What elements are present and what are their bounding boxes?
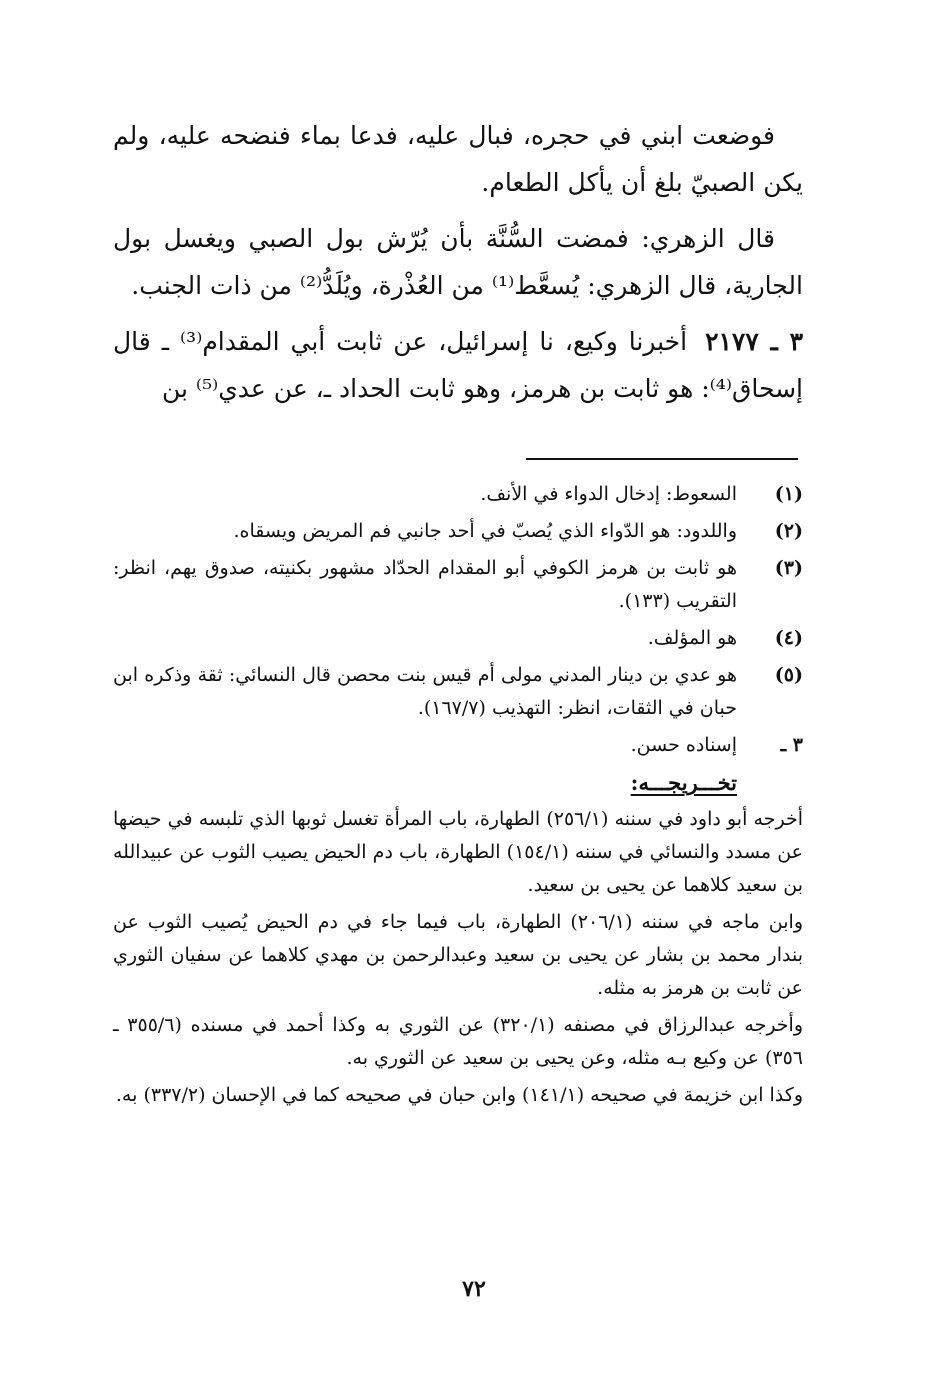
takhrij-title: تخـــريجـــه [638, 770, 737, 795]
footnote [113, 729, 803, 762]
page-number: ٧٢ [462, 1276, 486, 1302]
main-paragraph-2: قال الزهري: فمضت السُّنَّة بأن يُرّش بول الصبي ويغسل بول الجارية، قال الزهري: يُسعَّط⁽¹⁾ من العُذْرة، ويُلَدُّ⁽²⁾ من ذات الجنب. [113, 224, 803, 300]
footnote-number: (٤) [774, 627, 803, 649]
footnote-text: هو المؤلف. [647, 627, 737, 649]
takhrij-paragraph: وأخرجه عبدالرزاق في مصنفه (٣٢٠/١) عن الثوري به وكذا أحمد في مسنده (٣٥٥/٦ ـ ٣٥٦) عن وكيع بـه مثله، وعن يحيى بن سعيد عن الثوري به. [113, 1014, 804, 1069]
takhrij-paragraph: وابن ماجه في سننه (٢٠٦/١) الطهارة، باب فيما جاء في دم الحيض يُصيب الثوب عن بندار محمد بن بشار عن يحيى بن سعيد وعبدالرحمن بن مهدي كلاهما عن سفيان الثوري عن ثابت بن هرمز به مثله. [113, 911, 803, 999]
footnote-text: واللدود: هو الدّواء الذي يُصبّ في أحد جانبي فم المريض ويسقاه. [233, 520, 737, 542]
takhrij-heading [113, 766, 803, 799]
footnote-divider [526, 458, 798, 460]
takhrij-colon: : [630, 770, 639, 795]
hadith-paragraph [113, 318, 803, 412]
footnote-text: هو عدي بن دينار المدني مولى أم قيس بنت محصن قال النسائي: ثقة وذكره ابن حبان في الثقات، انظر: التهذيب (١٦٧/٧). [113, 664, 738, 719]
footnote-number: (١) [774, 483, 803, 505]
takhrij-paragraph: أخرجه أبو داود في سننه (٢٥٦/١) الطهارة، باب المرأة تغسل ثوبها الذي تلبسه في حيضها عن مسدد والنسائي في سننه (١٥٤/١) الطهارة، باب دم الحيض يصيب الثوب عن عبيدالله بن سعيد كلاهما عن يحيى بن سعيد. [113, 808, 803, 896]
footnote-text: السعوط: إدخال الدواء في الأنف. [480, 483, 737, 505]
footnote-text: إسناده حسن. [630, 734, 737, 756]
hadith-number: ٣ ـ ٢١٧٧ [705, 327, 804, 356]
main-text [113, 112, 803, 421]
takhrij-paragraph: وكذا ابن خزيمة في صحيحه (١٤١/١) وابن حبان في صحيحه كما في الإحسان (٣٣٧/٢) به. [115, 1084, 803, 1106]
footnote [113, 552, 803, 618]
footnote [113, 478, 803, 511]
footnotes-section [113, 478, 803, 1116]
footnote-text: هو ثابت بن هرمز الكوفي أبو المقدام الحدّاد مشهور بكنيته، صدوق يهم، انظر: التقريب (١٣٣). [113, 557, 737, 612]
footnote [113, 622, 803, 655]
footnote [113, 515, 803, 548]
footnote [113, 659, 803, 725]
hadith-text: أخبرنا وكيع، نا إسرائيل، عن ثابت أبي المقدام⁽³⁾ ـ قال إسحاق⁽⁴⁾: هو ثابت بن هرمز، وهو ثابت الحداد ـ، عن عدي⁽⁵⁾ بن [113, 327, 803, 403]
footnote-number: (٥) [774, 664, 803, 686]
footnote-number: (٢) [774, 520, 803, 542]
footnote-number: (٣) [774, 557, 803, 579]
footnote-number: ٣ ـ [780, 734, 803, 756]
main-paragraph-1: فوضعت ابني في حجره، فبال عليه، فدعا بماء فنضحه عليه، ولم يكن الصبيّ بلغ أن يأكل الطعام. [113, 121, 803, 197]
